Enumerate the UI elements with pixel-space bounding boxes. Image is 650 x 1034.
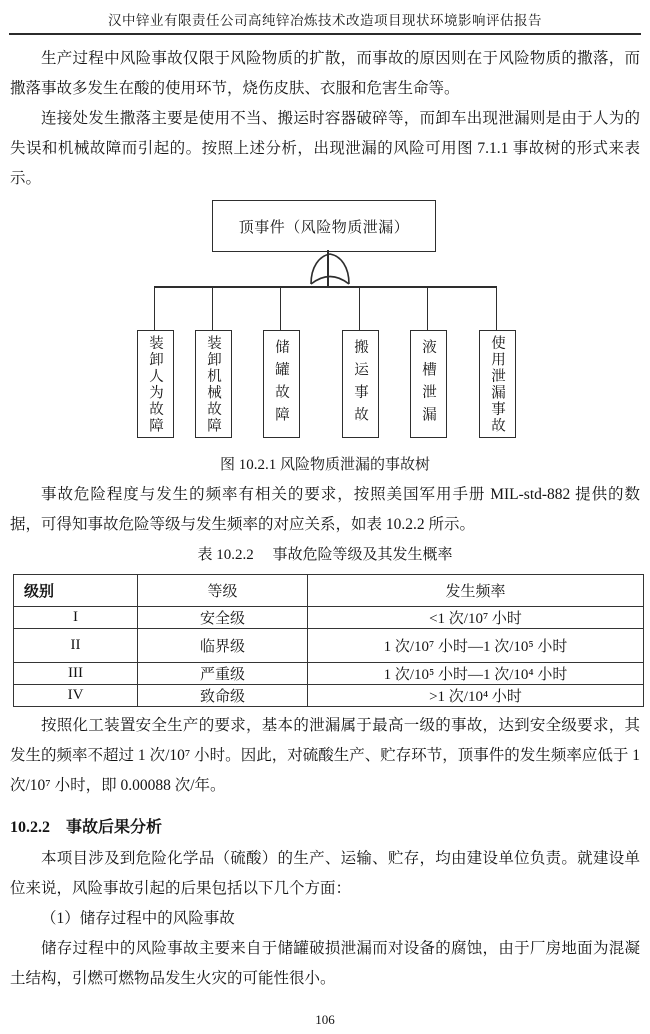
cell-frequency: >1 次/10⁴ 小时: [308, 685, 644, 707]
event-box-loading-human-fault: [137, 330, 174, 438]
top-event-label: 顶事件（风险物质泄漏）: [238, 219, 410, 236]
top-event-box: [212, 200, 436, 252]
cell-frequency: 1 次/10⁷ 小时—1 次/10⁵ 小时: [308, 629, 644, 663]
table-header-row: [14, 575, 644, 607]
fault-tree-diagram: [10, 198, 640, 450]
paragraph-1: 生产过程中风险事故仅限于风险物质的扩散，而事故的原因则在于风险物质的撒落，而撒落事故多发生在酸的使用环节，烧伤皮肤、衣服和危害生命等。: [10, 50, 640, 97]
or-gate-icon: [305, 253, 355, 287]
paragraph-7: 储存过程中的风险事故主要来自于储罐破损泄漏而对设备的腐蚀，由于厂房地面为混凝土结构，引燃可燃物品发生火灾的可能性很小。: [10, 940, 640, 987]
table-row: [14, 607, 644, 629]
page-header: [9, 0, 641, 35]
cell-grade: 安全级: [138, 607, 308, 629]
event-box-storage-tank-fault: [263, 330, 300, 438]
event-label: 装卸机械故障: [205, 334, 221, 434]
event-box-liquid-tank-leak: [410, 330, 447, 438]
cell-level: III: [14, 663, 138, 685]
risk-grade-table: [13, 574, 644, 707]
table-row: [14, 629, 644, 663]
connector-line: [212, 286, 214, 330]
connector-line: [359, 286, 361, 330]
cell-grade: 临界级: [138, 629, 308, 663]
event-label: 使用泄漏事故: [489, 334, 505, 434]
cell-frequency: <1 次/10⁷ 小时: [308, 607, 644, 629]
connector-line: [280, 286, 282, 330]
event-box-loading-mechanical-fault: [195, 330, 232, 438]
col-header-grade: 等级: [138, 575, 308, 607]
event-label: 储罐故障: [273, 339, 289, 429]
section-heading-10-2-2: 10.2.2 事故后果分析: [10, 819, 163, 836]
header-title: 汉中锌业有限责任公司高纯锌冶炼技术改造项目现状环境影响评估报告: [108, 13, 542, 28]
connector-line: [154, 286, 156, 330]
table-row: [14, 685, 644, 707]
cell-frequency: 1 次/10⁵ 小时—1 次/10⁴ 小时: [308, 663, 644, 685]
cell-level: II: [14, 629, 138, 663]
col-header-frequency: 发生频率: [308, 575, 644, 607]
event-label: 装卸人为故障: [147, 334, 163, 434]
cell-level: I: [14, 607, 138, 629]
page-content: [0, 44, 650, 994]
event-box-use-leak-accident: [479, 330, 516, 438]
connector-line: [154, 286, 497, 288]
page-number: 106: [315, 1012, 335, 1027]
col-header-level: 级别: [14, 575, 138, 607]
paragraph-5: 本项目涉及到危险化学品（硫酸）的生产、运输、贮存，均由建设单位负责。就建设单位来说，风险事故引起的后果包括以下几个方面：: [10, 850, 640, 897]
event-label: 搬运事故: [352, 339, 368, 429]
connector-line: [427, 286, 429, 330]
table-caption: 表 10.2.2 事故危险等级及其发生概率: [197, 547, 453, 563]
cell-grade: 严重级: [138, 663, 308, 685]
paragraph-6: （1）储存过程中的风险事故: [41, 910, 235, 927]
cell-grade: 致命级: [138, 685, 308, 707]
cell-level: IV: [14, 685, 138, 707]
event-box-transport-accident: [342, 330, 379, 438]
paragraph-3: 事故危险程度与发生的频率有相关的要求，按照美国军用手册 MIL-std-882 提供的数据，可得知事故危险等级与发生频率的对应关系，如表 10.2.2 所示。: [10, 486, 640, 533]
table-row: [14, 663, 644, 685]
connector-line: [496, 286, 498, 330]
paragraph-4: 按照化工装置安全生产的要求，基本的泄漏属于最高一级的事故，达到安全级要求，其发生的频率不超过 1 次/10⁷ 小时。因此，对硫酸生产、贮存环节，顶事件的发生频率应低于 1 次/10⁷ 小时，即 0.00088 次/年。: [10, 717, 640, 794]
event-label: 液槽泄漏: [420, 339, 436, 429]
paragraph-2: 连接处发生撒落主要是使用不当、搬运时容器破碎等，而卸车出现泄漏则是由于人为的失误和机械故障而引起的。按照上述分析，出现泄漏的风险可用图 7.1.1 事故树的形式来表示。: [10, 110, 640, 187]
page-footer: [0, 1012, 650, 1028]
figure-caption: 图 10.2.1 风险物质泄漏的事故树: [219, 457, 430, 473]
